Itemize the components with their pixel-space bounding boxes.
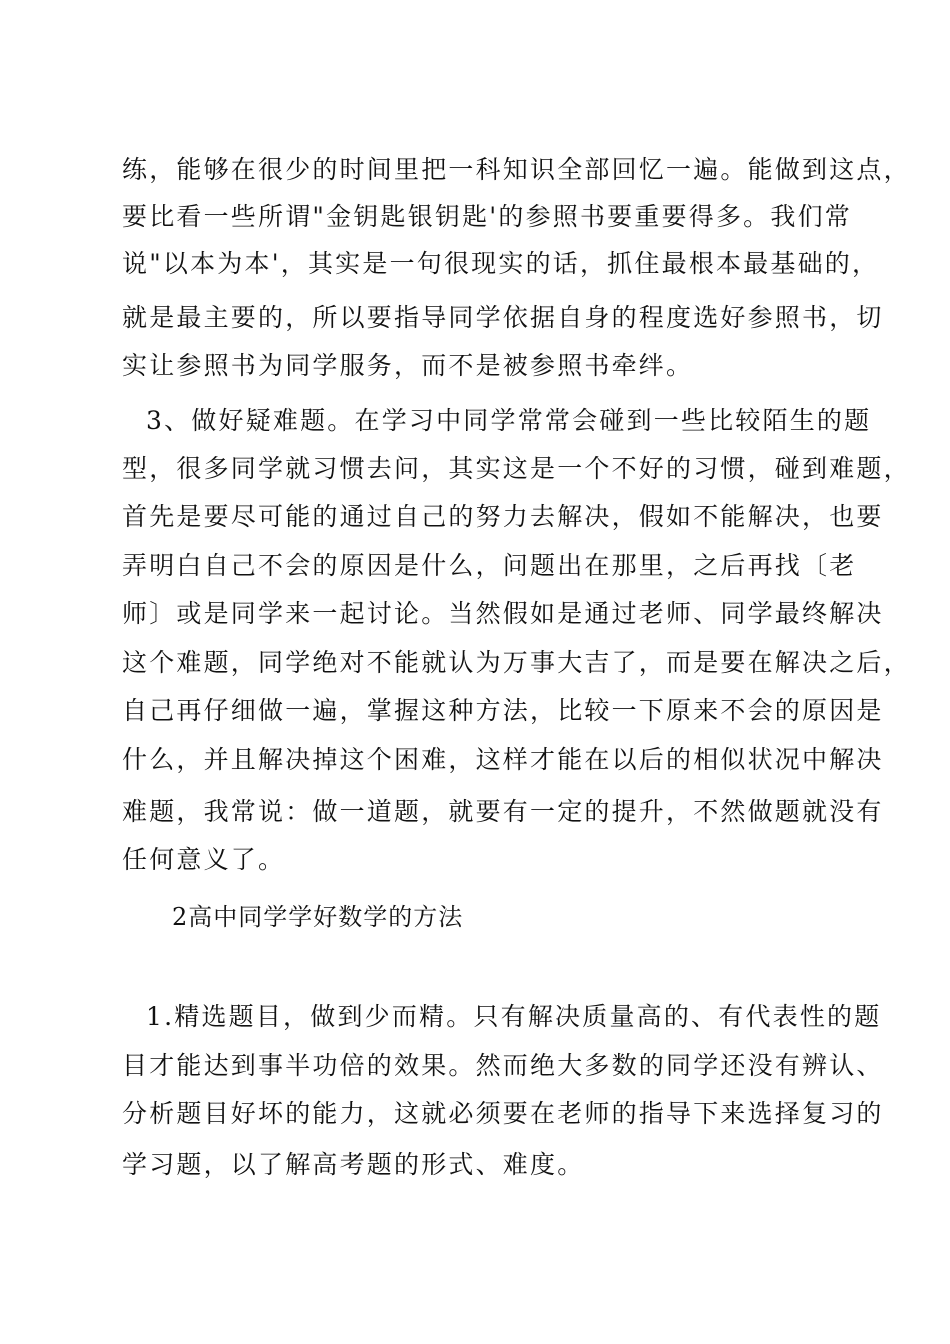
paragraph-line: 目才能达到事半功倍的效果。然而绝大多数的同学还没有辨认、 xyxy=(122,1051,884,1080)
paragraph-line: 难题，我常说：做一道题，就要有一定的提升，不然做题就没有 xyxy=(122,797,884,826)
paragraph-line: 练，能够在很少的时间里把一科知识全部回忆一遍。能做到这点， xyxy=(122,155,911,184)
paragraph-line: 型，很多同学就习惯去问，其实这是一个不好的习惯，碰到难题， xyxy=(122,454,911,483)
paragraph-line: 什么，并且解决掉这个困难，这样才能在以后的相似状况中解决 xyxy=(122,745,884,774)
paragraph-line: 3、做好疑难题。在学习中同学常常会碰到一些比较陌生的题 xyxy=(146,406,872,435)
paragraph-line: 首先是要尽可能的通过自己的努力去解决，假如不能解决，也要 xyxy=(122,502,884,531)
paragraph-line: 要比看一些所谓"金钥匙银钥匙'的参照书要重要得多。我们常 xyxy=(122,202,852,231)
paragraph-line: 说"以本为本'，其实是一句很现实的话，抓住最根本最基础的， xyxy=(122,249,880,278)
paragraph-line: 自己再仔细做一遍，掌握这种方法，比较一下原来不会的原因是 xyxy=(122,696,884,725)
paragraph-line: 1.精选题目，做到少而精。只有解决质量高的、有代表性的题 xyxy=(146,1002,882,1031)
paragraph-line: 任何意义了。 xyxy=(122,845,286,874)
paragraph-line: 学习题，以了解高考题的形式、难度。 xyxy=(122,1150,585,1179)
paragraph-line: 实让参照书为同学服务，而不是被参照书牵绊。 xyxy=(122,351,694,380)
paragraph-line: 分析题目好坏的能力，这就必须要在老师的指导下来选择复习的 xyxy=(122,1099,884,1128)
section-heading: 2高中同学学好数学的方法 xyxy=(172,903,464,931)
paragraph-line: 师〕或是同学来一起讨论。当然假如是通过老师、同学最终解决 xyxy=(122,599,884,628)
paragraph-line: 就是最主要的，所以要指导同学依据自身的程度选好参照书，切 xyxy=(122,303,884,332)
paragraph-line: 弄明白自己不会的原因是什么，问题出在那里，之后再找〔老 xyxy=(122,551,857,580)
paragraph-line: 这个难题，同学绝对不能就认为万事大吉了，而是要在解决之后， xyxy=(122,648,911,677)
